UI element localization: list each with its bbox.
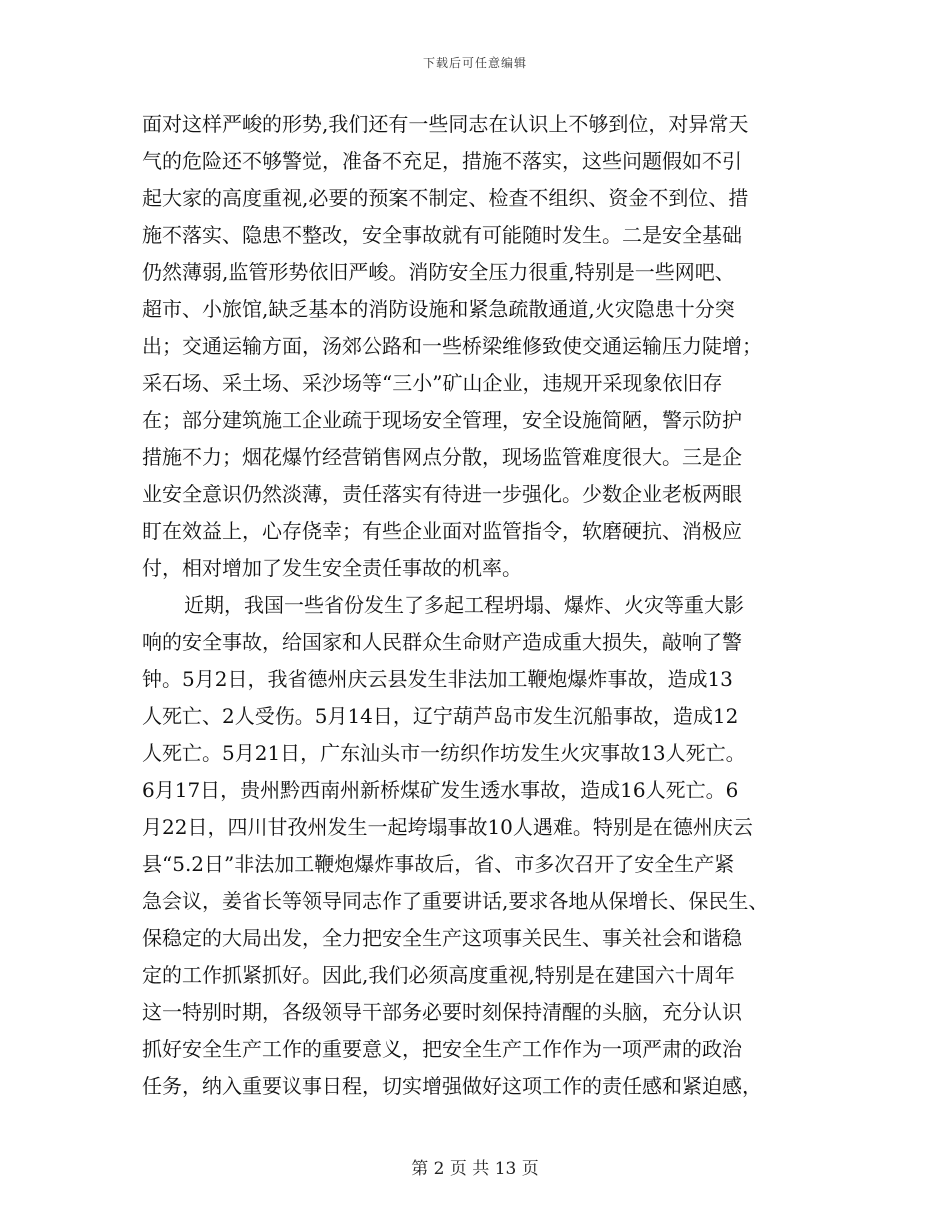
paragraph-2-line: 县“5.2日”非法加工鞭炮爆炸事故后，省、市多次召开了安全生产紧 [142, 852, 735, 876]
paragraph-1-line: 业安全意识仍然淡薄，责任落实有待进一步强化。少数企业老板两眼 [142, 482, 742, 506]
paragraph-1-line: 气的危险还不够警觉，准备不充足，措施不落实，这些问题假如不引 [142, 149, 742, 173]
paragraph-1-line: 起大家的高度重视,必要的预案不制定、检查不组织、资金不到位、措 [142, 186, 749, 210]
paragraph-2-line: 人死亡、2人受伤。5月14日，辽宁葫芦岛市发生沉船事故，造成12 [142, 704, 739, 728]
paragraph-2-line: 人死亡。5月21日，广东汕头市一纺织作坊发生火灾事故13人死亡。 [142, 741, 746, 765]
paragraph-1-line: 施不落实、隐患不整改，安全事故就有可能随时发生。二是安全基础 [142, 223, 742, 247]
paragraph-1-line: 在；部分建筑施工企业疏于现场安全管理，安全设施简陋，警示防护 [142, 408, 742, 432]
paragraph-1-line: 措施不力；烟花爆竹经营销售网点分散，现场监管难度很大。三是企 [142, 445, 742, 469]
paragraph-2-line: 6月17日，贵州黔西南州新桥煤矿发生透水事故，造成16人死亡。6 [142, 778, 739, 802]
paragraph-2-line: 月22日，四川甘孜州发生一起垮塌事故10人遇难。特别是在德州庆云 [142, 815, 753, 839]
document-body [142, 106, 814, 1105]
paragraph-1-line: 超市、小旅馆,缺乏基本的消防设施和紧急疏散通道,火灾隐患十分突 [142, 297, 735, 321]
page-number: 第 2 页 共 13 页 [411, 1159, 539, 1179]
paragraph-2-line: 任务，纳入重要议事日程，切实增强做好这项工作的责任感和紧迫感， [142, 1074, 762, 1098]
paragraph-2-line: 近期，我国一些省份发生了多起工程坍塌、爆炸、火灾等重大影 [184, 593, 744, 617]
paragraph-1-line: 付，相对增加了发生安全责任事故的机率。 [142, 556, 522, 580]
paragraph-2-line: 抓好安全生产工作的重要意义，把安全生产工作作为一项严肃的政治 [142, 1037, 742, 1061]
paragraph-2-line: 急会议，姜省长等领导同志作了重要讲话,要求各地从保增长、保民生、 [142, 889, 769, 913]
paragraph-2-line: 保稳定的大局出发，全力把安全生产这项事关民生、事关社会和谐稳 [142, 926, 742, 950]
paragraph-2-line: 钟。5月2日，我省德州庆云县发生非法加工鞭炮爆炸事故，造成13 [142, 667, 733, 691]
paragraph-2-line: 这一特别时期，各级领导干部务必要时刻保持清醒的头脑，充分认识 [142, 1000, 742, 1024]
paragraph-1-line: 盯在效益上，心存侥幸；有些企业面对监管指令，软磨硬抗、消极应 [142, 519, 742, 543]
page-header-note: 下载后可任意编辑 [422, 56, 527, 70]
paragraph-1-line: 采石场、采土场、采沙场等“三小”矿山企业，违规开采现象依旧存 [142, 371, 723, 395]
paragraph-2-line: 响的安全事故，给国家和人民群众生命财产造成重大损失，敲响了警 [142, 630, 742, 654]
paragraph-1-line: 仍然薄弱,监管形势依旧严峻。消防安全压力很重,特别是一些网吧、 [142, 260, 735, 284]
paragraph-2-line: 定的工作抓紧抓好。因此,我们必须高度重视,特别是在建国六十周年 [142, 963, 735, 987]
paragraph-1-line: 出；交通运输方面，汤郊公路和一些桥梁维修致使交通运输压力陡增； [142, 334, 762, 358]
paragraph-1-line: 面对这样严峻的形势,我们还有一些同志在认识上不够到位，对异常天 [142, 112, 749, 136]
